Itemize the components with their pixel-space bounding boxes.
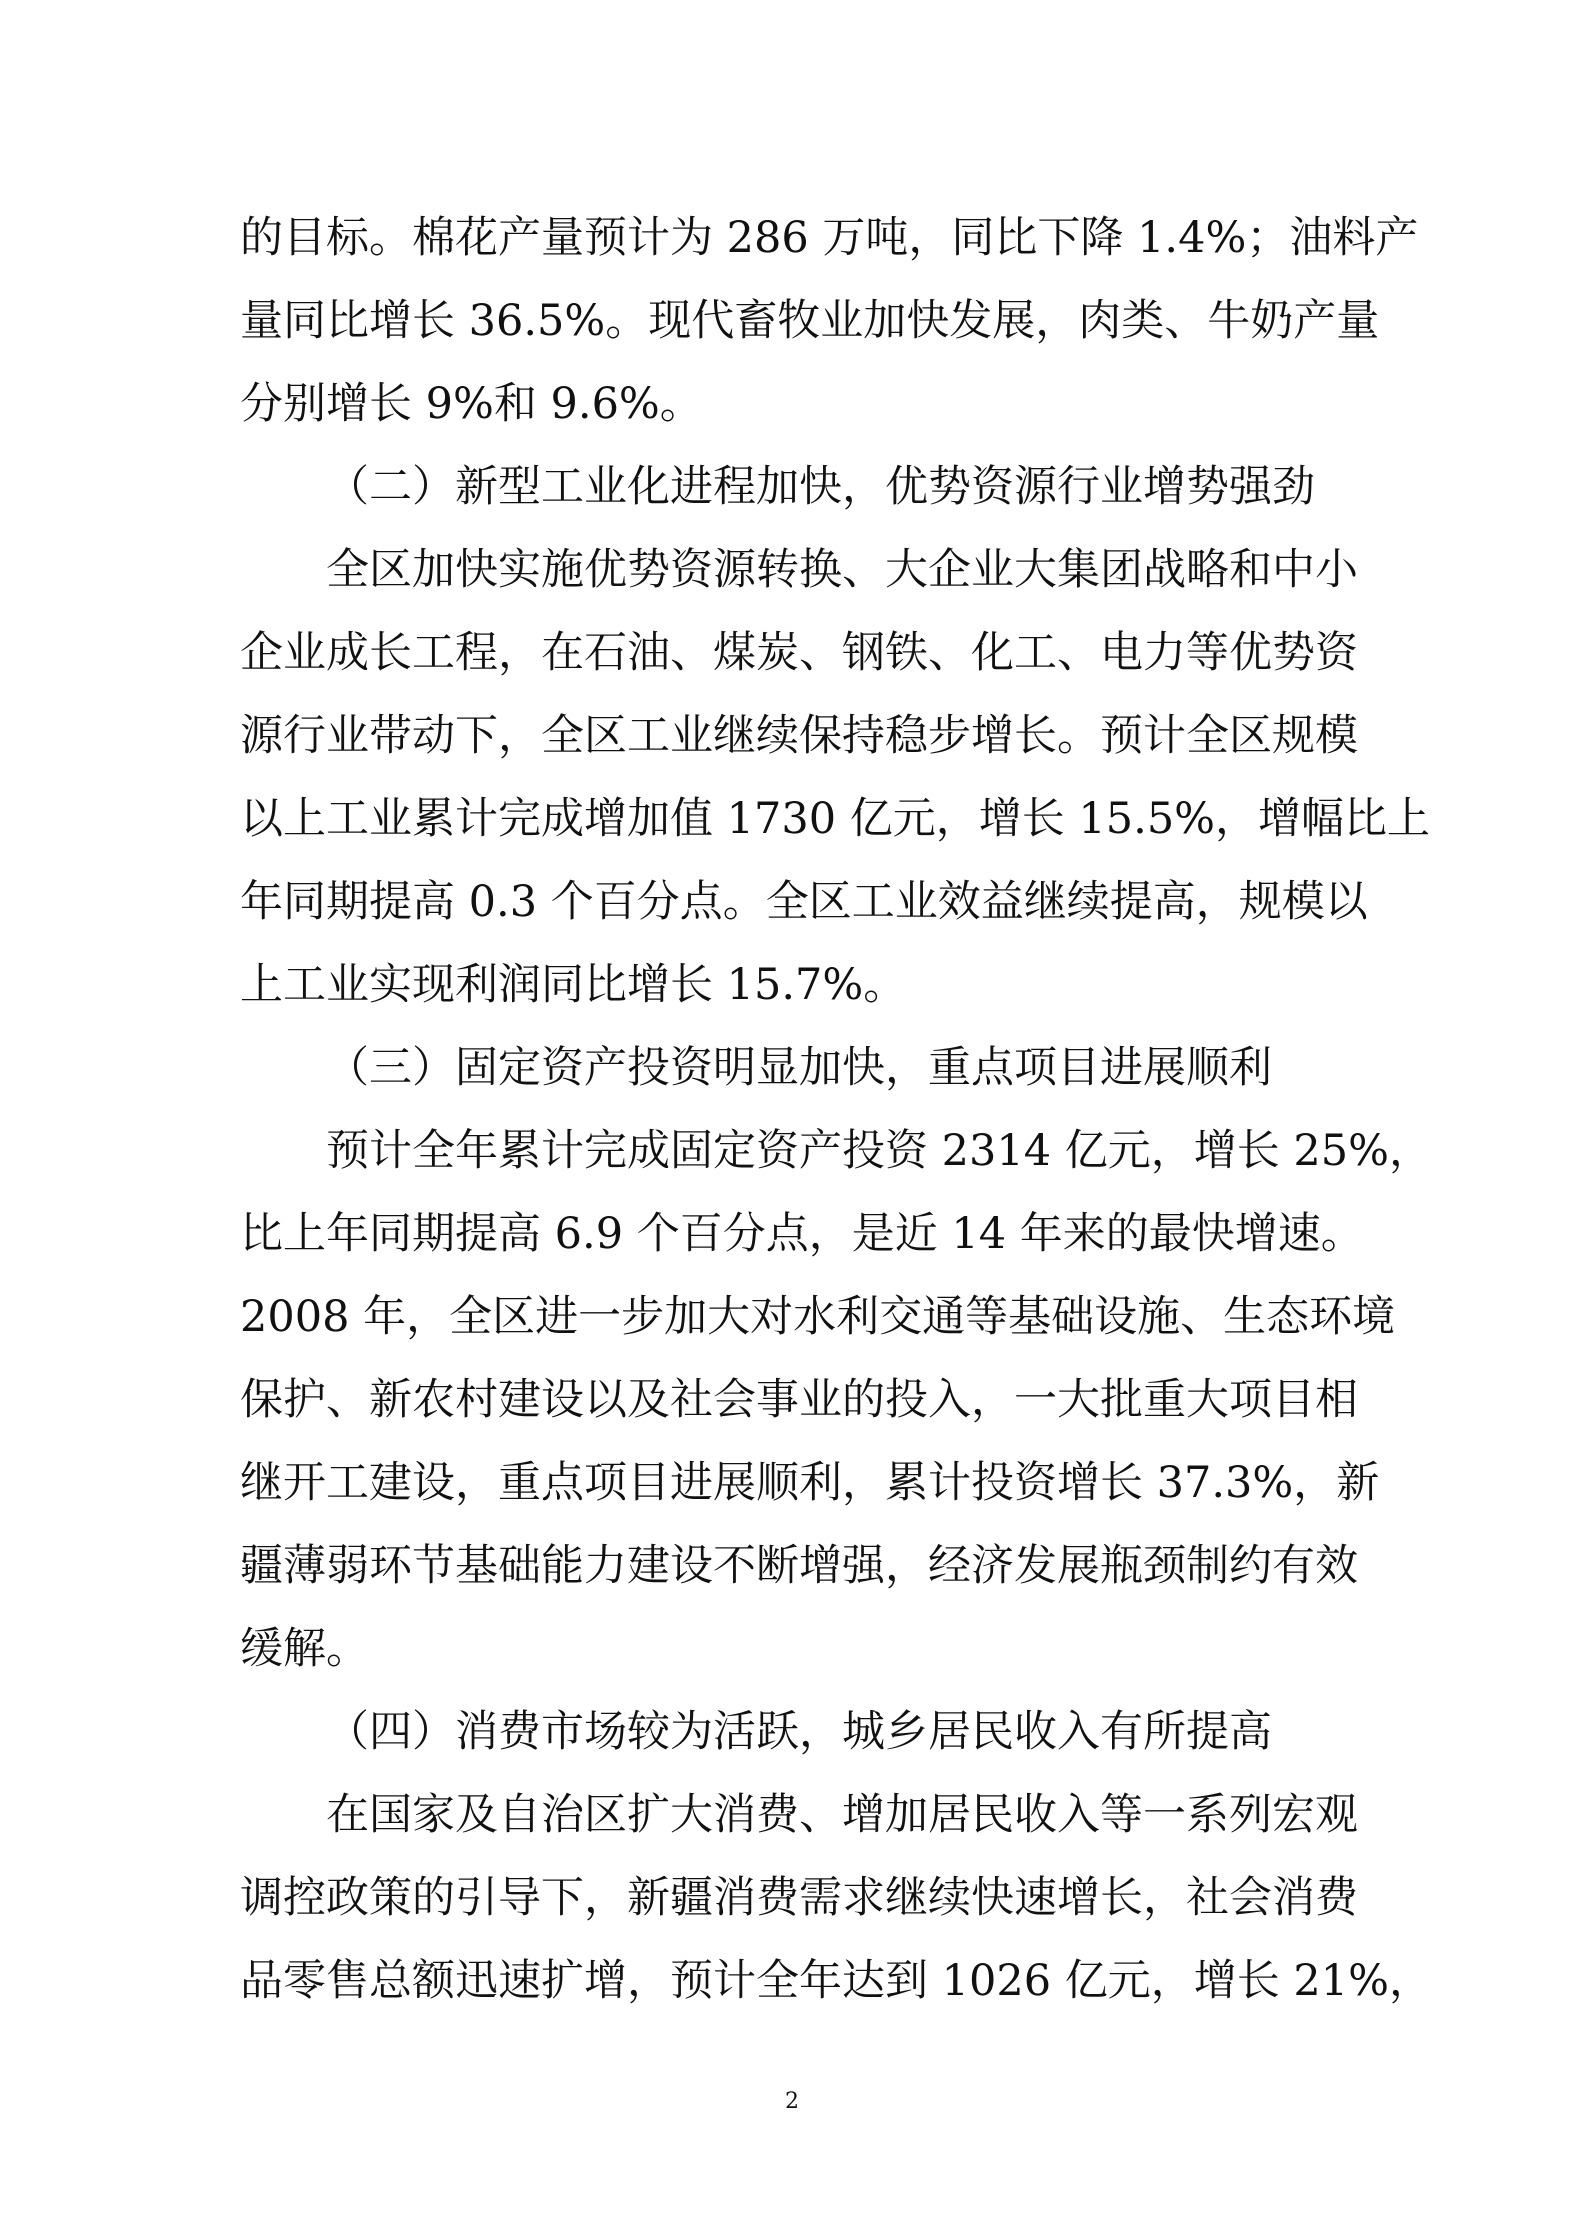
body-line: 比上年同期提高 6.9 个百分点，是近 14 年来的最快增速。 <box>240 1209 1364 1259</box>
body-line: 继开工建设，重点项目进展顺利，累计投资增长 37.3%，新 <box>240 1458 1380 1508</box>
body-line: 保护、新农村建设以及社会事业的投入，一大批重大项目相 <box>240 1375 1358 1425</box>
body-line: 企业成长工程，在石油、煤炭、钢铁、化工、电力等优势资 <box>240 628 1358 678</box>
body-line: 源行业带动下，全区工业继续保持稳步增长。预计全区规模 <box>240 711 1358 761</box>
body-line: 的目标。棉花产量预计为 286 万吨，同比下降 1.4%；油料产 <box>240 213 1419 263</box>
section-heading: （四）消费市场较为活跃，城乡居民收入有所提高 <box>326 1707 1272 1757</box>
section-heading: （二）新型工业化进程加快，优势资源行业增势强劲 <box>326 462 1315 512</box>
page-number: 2 <box>785 2089 799 2114</box>
body-line: 调控政策的引导下，新疆消费需求继续快速增长，社会消费 <box>240 1873 1358 1923</box>
body-line: 疆薄弱环节基础能力建设不断增强，经济发展瓶颈制约有效 <box>240 1541 1358 1591</box>
body-line: 品零售总额迅速扩增，预计全年达到 1026 亿元，增长 21%， <box>240 1956 1433 2006</box>
section-heading: （三）固定资产投资明显加快，重点项目进展顺利 <box>326 1043 1272 1093</box>
paragraph-first-line: 预计全年累计完成固定资产投资 2314 亿元，增长 25%， <box>326 1126 1433 1176</box>
body-line: 上工业实现利润同比增长 15.7%。 <box>240 960 907 1010</box>
paragraph-first-line: 在国家及自治区扩大消费、增加居民收入等一系列宏观 <box>326 1790 1358 1840</box>
body-line: 分别增长 9%和 9.6%。 <box>240 379 703 429</box>
body-line: 年同期提高 0.3 个百分点。全区工业效益继续提高，规模以 <box>240 877 1368 927</box>
body-line: 缓解。 <box>240 1624 369 1674</box>
body-line: 量同比增长 36.5%。现代畜牧业加快发展，肉类、牛奶产量 <box>240 296 1380 346</box>
body-line: 2008 年，全区进一步加大对水利交通等基础设施、生态环境 <box>240 1292 1396 1342</box>
paragraph-first-line: 全区加快实施优势资源转换、大企业大集团战略和中小 <box>326 545 1358 595</box>
body-line: 以上工业累计完成增加值 1730 亿元，增长 15.5%，增幅比上 <box>240 794 1431 844</box>
